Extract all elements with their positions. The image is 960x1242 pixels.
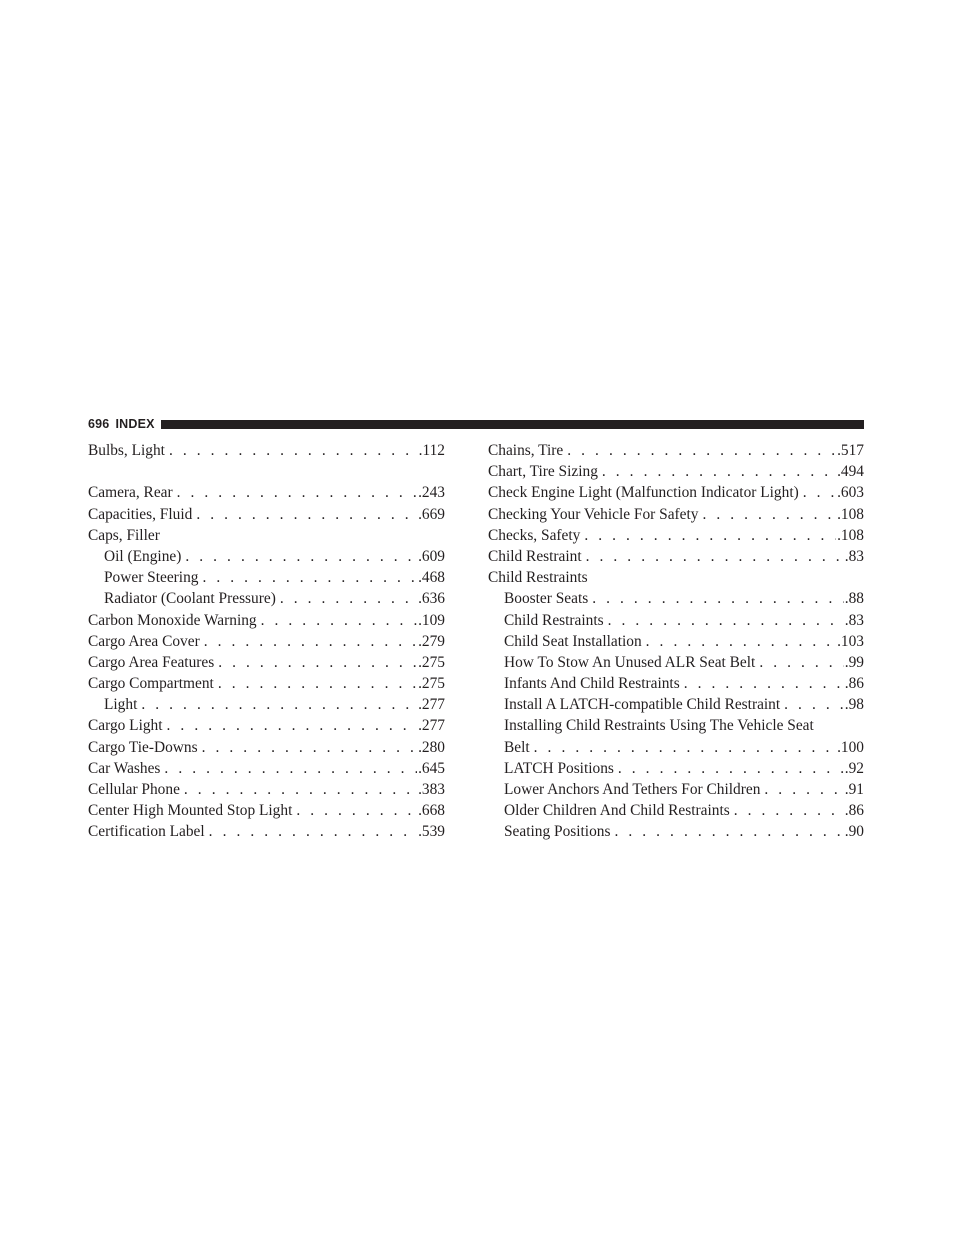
dot-leader	[200, 631, 417, 652]
entry-page: .99	[844, 653, 864, 671]
index-entry	[88, 821, 445, 842]
entry-label: Lower Anchors And Tethers For Children	[504, 781, 761, 798]
index-entry	[488, 525, 864, 546]
dot-leader	[604, 610, 844, 631]
index-subentry	[488, 673, 864, 694]
entry-label: Bulbs, Light	[88, 442, 165, 459]
index-entry	[88, 610, 445, 631]
dot-leader	[214, 673, 417, 694]
dot-leader	[799, 482, 836, 503]
entry-page: .86	[844, 802, 864, 820]
page-number: 696	[88, 417, 110, 431]
index-subentry-wrapped: Installing Child Restraints Using The Vehicle Seat	[504, 717, 814, 735]
index-entry	[488, 440, 864, 461]
index-entry	[488, 546, 864, 567]
dot-leader	[642, 631, 836, 652]
dot-leader	[755, 652, 843, 673]
entry-page: .86	[844, 675, 864, 693]
index-entry	[88, 758, 445, 779]
entry-label: Certification Label	[88, 823, 205, 841]
index-subentry	[488, 694, 864, 715]
entry-page: .603	[837, 484, 864, 502]
entry-page: .103	[837, 632, 864, 650]
dot-leader	[181, 546, 417, 567]
entry-page: .88	[844, 590, 864, 608]
index-subentry	[488, 737, 864, 758]
entry-label: Booster Seats	[504, 590, 589, 608]
dot-leader	[780, 694, 844, 715]
entry-page: .280	[418, 738, 445, 756]
entry-page: .100	[837, 738, 864, 756]
entry-page: .108	[837, 526, 864, 544]
section-title: INDEX	[115, 417, 155, 431]
entry-label: Car Washes	[88, 759, 161, 777]
entry-label: Child Seat Installation	[504, 632, 642, 650]
index-entry	[88, 440, 445, 461]
index-entry	[88, 673, 445, 694]
dot-leader	[614, 758, 844, 779]
entry-label: Infants And Child Restraints	[504, 675, 680, 693]
entry-label: LATCH Positions	[504, 759, 614, 777]
dot-leader	[205, 821, 417, 842]
entry-page: .669	[418, 505, 445, 523]
entry-page: .539	[418, 823, 445, 841]
entry-page: .275	[418, 653, 445, 671]
index-entry	[488, 461, 864, 482]
index-entry	[88, 779, 445, 800]
entry-label: Chart, Tire Sizing	[488, 463, 598, 481]
index-subentry	[488, 652, 864, 673]
entry-label: Checks, Safety	[488, 526, 581, 544]
dot-leader	[582, 546, 844, 567]
dot-leader	[730, 800, 844, 821]
entry-label: Checking Your Vehicle For Safety	[488, 505, 699, 523]
index-subentry	[488, 610, 864, 631]
entry-page: .645	[418, 759, 445, 777]
entry-label: Child Restraints	[504, 611, 604, 629]
dot-leader	[760, 779, 843, 800]
dot-leader	[163, 715, 418, 736]
entry-page: .468	[418, 569, 445, 587]
dot-leader	[165, 440, 418, 461]
entry-label: Cargo Area Features	[88, 653, 215, 671]
entry-label: Check Engine Light (Malfunction Indicator Light)	[488, 484, 799, 502]
entry-label: Install A LATCH-compatible Child Restraint	[504, 696, 781, 714]
index-heading: Child Restraints	[488, 569, 588, 587]
dot-leader	[198, 567, 417, 588]
entry-label: Cargo Area Cover	[88, 632, 200, 650]
entry-page: .243	[418, 484, 445, 502]
dot-leader	[563, 440, 836, 461]
dot-leader	[160, 758, 417, 779]
entry-page: .668	[418, 802, 445, 820]
entry-page: .83	[844, 611, 864, 629]
entry-page: .494	[837, 463, 864, 481]
index-entry	[488, 482, 864, 503]
entry-label: Belt	[504, 738, 530, 756]
index-subentry	[488, 631, 864, 652]
dot-leader	[610, 821, 843, 842]
entry-page: .98	[844, 696, 864, 714]
entry-label: Older Children And Child Restraints	[504, 802, 730, 820]
entry-label: Chains, Tire	[488, 442, 564, 459]
index-subentry	[88, 546, 445, 567]
dot-leader	[698, 504, 836, 525]
entry-page: .112	[418, 442, 445, 459]
dot-leader	[276, 588, 417, 609]
entry-page: .609	[418, 547, 445, 565]
index-entry	[88, 715, 445, 736]
index-column-right	[488, 440, 864, 843]
entry-page: .91	[844, 781, 864, 798]
entry-label: Cellular Phone	[88, 781, 180, 798]
entry-label: Carbon Monoxide Warning	[88, 611, 257, 629]
dot-leader	[180, 779, 417, 800]
index-subentry	[88, 567, 445, 588]
entry-page: .383	[418, 781, 445, 798]
index-column-left	[88, 440, 445, 843]
dot-leader	[192, 504, 417, 525]
index-entry	[488, 504, 864, 525]
index-entry	[88, 482, 445, 503]
header-rule	[161, 420, 864, 429]
entry-label: Camera, Rear	[88, 484, 173, 502]
index-subentry	[88, 588, 445, 609]
dot-leader	[580, 525, 836, 546]
entry-label: How To Stow An Unused ALR Seat Belt	[504, 653, 756, 671]
index-entry	[88, 737, 445, 758]
entry-page: .277	[418, 717, 445, 735]
index-subentry	[488, 588, 864, 609]
entry-page: .108	[837, 505, 864, 523]
index-subentry	[88, 694, 445, 715]
entry-page: .109	[418, 611, 445, 629]
entry-label: Cargo Tie-Downs	[88, 738, 198, 756]
page-header	[88, 414, 864, 434]
entry-page: .83	[844, 547, 864, 565]
dot-leader	[598, 461, 836, 482]
entry-page: .90	[844, 823, 864, 841]
entry-label: Cargo Compartment	[88, 675, 214, 693]
entry-page: .92	[844, 759, 864, 777]
index-subentry	[488, 779, 864, 800]
entry-label: Center High Mounted Stop Light	[88, 802, 293, 820]
header-label	[88, 417, 155, 431]
entry-page: .275	[418, 675, 445, 693]
dot-leader	[292, 800, 417, 821]
index-entry	[88, 631, 445, 652]
index-entry	[88, 800, 445, 821]
dot-leader	[680, 673, 844, 694]
index-subentry	[488, 800, 864, 821]
entry-label: Capacities, Fluid	[88, 505, 193, 523]
dot-leader	[530, 737, 836, 758]
dot-leader	[137, 694, 417, 715]
letter-gap	[88, 461, 445, 482]
dot-leader	[257, 610, 417, 631]
index-subentry	[488, 758, 864, 779]
index-subentry	[488, 821, 864, 842]
dot-leader	[588, 588, 844, 609]
index-heading: Caps, Filler	[88, 526, 160, 544]
entry-page: .636	[418, 590, 445, 608]
entry-label: Power Steering	[104, 569, 199, 587]
entry-page: .517	[837, 442, 864, 459]
entry-label: Child Restraint	[488, 547, 582, 565]
index-entry	[88, 652, 445, 673]
entry-label: Oil (Engine)	[104, 547, 182, 565]
dot-leader	[198, 737, 417, 758]
entry-label: Cargo Light	[88, 717, 163, 735]
index-entry	[88, 504, 445, 525]
entry-page: .277	[418, 696, 445, 714]
entry-label: Light	[104, 696, 138, 714]
dot-leader	[214, 652, 417, 673]
entry-label: Seating Positions	[504, 823, 611, 841]
dot-leader	[173, 482, 417, 503]
entry-label: Radiator (Coolant Pressure)	[104, 590, 276, 608]
entry-page: .279	[418, 632, 445, 650]
